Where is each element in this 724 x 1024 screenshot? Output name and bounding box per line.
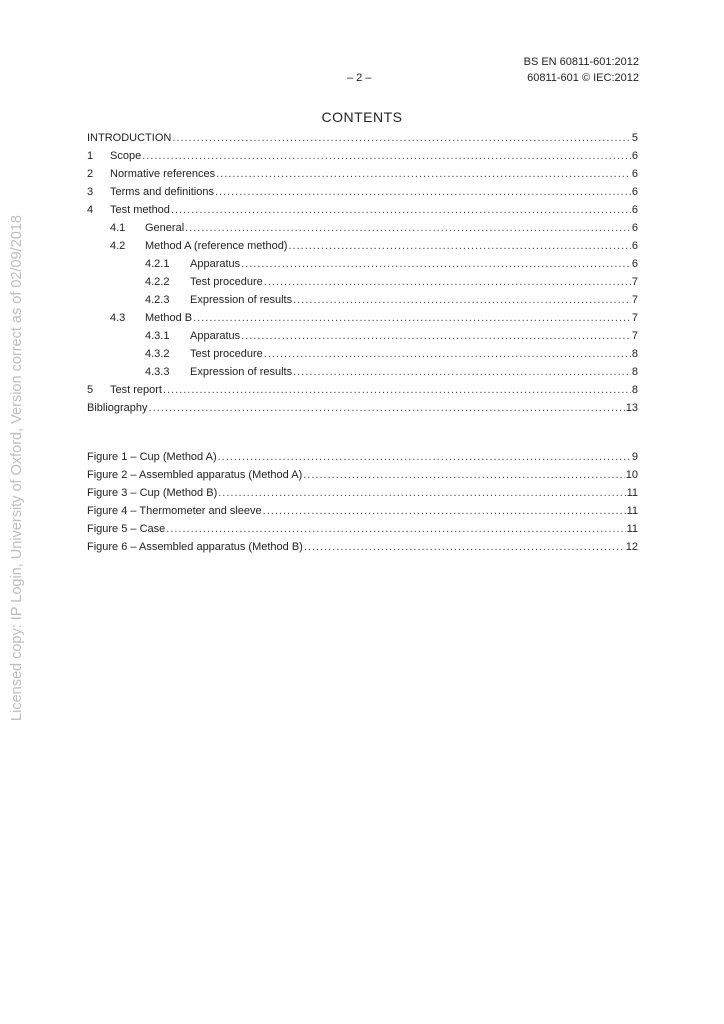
leader-dots: [166, 523, 625, 535]
toc-entry-label: Expression of results: [190, 366, 293, 378]
figure-entry-page: 10: [625, 469, 638, 481]
toc-entry-number: 4.3: [110, 312, 126, 324]
figure-entry-label: Figure 1 – Cup (Method A): [87, 451, 217, 463]
figure-entry-page: 12: [625, 541, 638, 553]
figure-entry[interactable]: [87, 541, 638, 559]
list-of-figures: [87, 451, 638, 559]
toc-entry[interactable]: [87, 186, 638, 204]
toc-entry-label: INTRODUCTION: [87, 132, 172, 144]
toc-entry-number: 3: [87, 186, 94, 198]
toc-entry-page: 13: [625, 402, 638, 414]
toc-entry-label: General: [145, 222, 185, 234]
toc-entry[interactable]: [87, 240, 638, 258]
toc-entry-label: Test method: [110, 204, 170, 216]
toc-entry-number: 4.3.1: [145, 330, 170, 342]
leader-dots: [193, 312, 631, 324]
toc-entry[interactable]: [87, 132, 638, 150]
leader-dots: [241, 258, 631, 270]
toc-entry-label: Bibliography: [87, 402, 148, 414]
leader-dots: [241, 330, 631, 342]
contents-title: CONTENTS: [321, 109, 403, 125]
toc-entry[interactable]: [87, 276, 638, 294]
toc-entry[interactable]: [87, 402, 638, 420]
leader-dots: [185, 222, 631, 234]
toc-entry-label: Test report: [110, 384, 162, 396]
toc-entry-label: Test procedure: [190, 348, 263, 360]
toc-entry-number: 5: [87, 384, 94, 396]
table-of-contents: [87, 132, 638, 420]
toc-entry-number: 4.2: [110, 240, 126, 252]
toc-entry-page: 7: [631, 276, 638, 288]
toc-entry[interactable]: [87, 312, 638, 330]
figure-entry[interactable]: [87, 469, 638, 487]
figure-entry-label: Figure 5 – Case: [87, 523, 166, 535]
leader-dots: [264, 276, 631, 288]
toc-entry-page: 7: [631, 312, 638, 324]
leader-dots: [142, 150, 631, 162]
leader-dots: [163, 384, 631, 396]
leader-dots: [263, 505, 626, 517]
toc-entry[interactable]: [87, 384, 638, 402]
figure-entry-label: Figure 4 – Thermometer and sleeve: [87, 505, 262, 517]
figure-entry[interactable]: [87, 523, 638, 541]
toc-entry-page: 7: [631, 330, 638, 342]
toc-entry-label: Apparatus: [190, 258, 241, 270]
toc-entry[interactable]: [87, 168, 638, 186]
leader-dots: [149, 402, 625, 414]
leader-dots: [171, 204, 631, 216]
figure-entry[interactable]: [87, 451, 638, 469]
toc-entry-label: Method A (reference method): [145, 240, 288, 252]
toc-entry-number: 2: [87, 168, 94, 180]
toc-entry-label: Scope: [110, 150, 142, 162]
toc-entry-page: 8: [631, 384, 638, 396]
leader-dots: [216, 168, 631, 180]
toc-entry-number: 4.3.2: [145, 348, 170, 360]
toc-entry[interactable]: [87, 294, 638, 312]
toc-entry[interactable]: [87, 258, 638, 276]
toc-entry-number: 4.3.3: [145, 366, 170, 378]
figure-entry-page: 11: [626, 505, 638, 517]
toc-entry-label: Method B: [145, 312, 193, 324]
toc-entry-label: Terms and definitions: [110, 186, 214, 198]
leader-dots: [293, 366, 631, 378]
leader-dots: [288, 240, 630, 252]
toc-entry-number: 4.2.3: [145, 294, 170, 306]
toc-entry[interactable]: [87, 204, 638, 222]
figure-entry-page: 9: [631, 451, 638, 463]
figure-entry[interactable]: [87, 487, 638, 505]
leader-dots: [215, 186, 631, 198]
toc-entry-page: 6: [631, 258, 638, 270]
toc-entry-label: Apparatus: [190, 330, 241, 342]
figure-entry-label: Figure 3 – Cup (Method B): [87, 487, 218, 499]
toc-entry-label: Normative references: [110, 168, 216, 180]
toc-entry[interactable]: [87, 348, 638, 366]
toc-entry-number: 4.1: [110, 222, 126, 234]
leader-dots: [303, 469, 625, 481]
toc-entry-page: 6: [631, 204, 638, 216]
toc-entry[interactable]: [87, 330, 638, 348]
toc-entry-number: 4.2.2: [145, 276, 170, 288]
toc-entry-number: 4: [87, 204, 94, 216]
toc-entry-label: Expression of results: [190, 294, 293, 306]
toc-entry-page: 8: [631, 366, 638, 378]
toc-entry-page: 8: [631, 348, 638, 360]
leader-dots: [172, 132, 631, 144]
toc-entry-number: 4.2.1: [145, 258, 170, 270]
leader-dots: [293, 294, 631, 306]
figure-entry-label: Figure 6 – Assembled apparatus (Method B): [87, 541, 303, 553]
leader-dots: [264, 348, 631, 360]
toc-entry[interactable]: [87, 150, 638, 168]
toc-entry[interactable]: [87, 222, 638, 240]
figure-entry[interactable]: [87, 505, 638, 523]
toc-entry[interactable]: [87, 366, 638, 384]
figure-entry-page: 11: [626, 487, 638, 499]
toc-entry-page: 6: [631, 186, 638, 198]
standard-number: BS EN 60811-601:2012: [523, 56, 639, 68]
page-number: – 2 –: [347, 72, 372, 84]
toc-entry-page: 6: [631, 240, 638, 252]
figure-entry-page: 11: [626, 523, 638, 535]
toc-entry-number: 1: [87, 150, 94, 162]
leader-dots: [218, 451, 631, 463]
toc-entry-page: 5: [631, 132, 638, 144]
toc-entry-page: 6: [631, 168, 638, 180]
toc-entry-label: Test procedure: [190, 276, 263, 288]
leader-dots: [218, 487, 625, 499]
iec-reference: 60811-601 © IEC:2012: [527, 72, 639, 84]
leader-dots: [304, 541, 625, 553]
license-watermark: Licensed copy: IP Login, University of Oxford, Version correct as of 02/09/2018: [9, 215, 25, 721]
toc-entry-page: 7: [631, 294, 638, 306]
toc-entry-page: 6: [631, 222, 638, 234]
figure-entry-label: Figure 2 – Assembled apparatus (Method A): [87, 469, 303, 481]
toc-entry-page: 6: [631, 150, 638, 162]
